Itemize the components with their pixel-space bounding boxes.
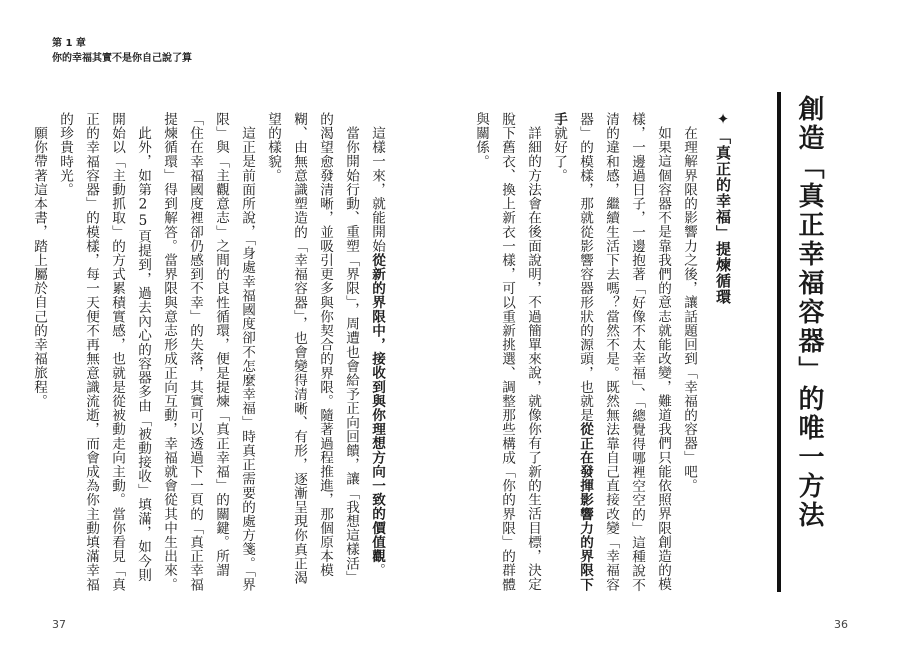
- left-paragraph-3: 這正是前面所說，「身處幸福國度卻不怎麼幸福」時真正需要的處方箋。「界限」與「主觀意志」之間的良性循環，便是提煉「真正幸福」的關鍵。所謂「住在幸福國度裡卻仍感到不幸」的失落，其實可以透過下一頁的「真正幸福提煉循環」得到解答。當界限與意志形成正向互動，幸福就會從其中生出來。: [161, 112, 255, 592]
- left-p1-emphasis: 從新的界限中，接收到與你理想方向一致的價值觀: [369, 252, 385, 563]
- left-paragraph-1: [364, 112, 390, 592]
- right-paragraph-1: 在理解界限的影響力之後，讓話題回到「幸福的容器」吧。: [681, 125, 697, 493]
- left-p1-text: 這樣一來，就能開始: [369, 125, 385, 253]
- left-paragraph-4: 此外，如第25頁提到，過去內心的容器多由「被動接收」填滿，如今則開始以「主動抓取」的方式累積實感，也就是從被動走向主動。當你看見「真正的幸福容器」的模樣，每一天便不再無意識流逝，而會成為你主動填滿幸福的珍貴時光。: [57, 112, 151, 592]
- chapter-subtitle: 你的幸福其實不是你自己說了算: [52, 53, 192, 64]
- left-page-body: [31, 112, 390, 592]
- section-title: 創造「真正幸福容器」的唯一方法: [794, 95, 824, 530]
- left-paragraph-2: 當你開始行動、重塑「界限」，周遭也會給予正向回饋，讓「我想這樣活」的渴望愈發清晰，並吸引更多與你契合的界限。隨著過程推進，那個原本模糊、由無意識塑造的「幸福容器」，也會變得清晰、有形，逐漸呈現你真正渴望的樣貌。: [265, 112, 359, 585]
- left-p1-end: 。: [369, 562, 385, 577]
- right-paragraph-3: 詳細的方法會在後面說明，不過簡單來說，就像你有了新的生活目標，決定脫下舊衣、換上新衣一樣，可以重新挑選、調整那些構成「你的界限」的群體與關係。: [473, 112, 541, 592]
- right-paragraph-2: [546, 112, 676, 592]
- right-page-body: [473, 112, 702, 592]
- page-number-left: 37: [52, 618, 66, 631]
- right-p2-text: 如果這個容器不是靠我們的意志就能改變，難道我們只能依照界限創造的模樣，一邊過日子，一邊抱著「好像不太幸福」、「總覺得哪裡空空的」這種說不清的違和感，繼續生活下去嗎？當然不是。既然無法靠自己直接改變「幸福容器」的模樣，那就從影響容器形狀的源頭，也就是: [577, 112, 671, 592]
- right-p2-emphasis: 從正在發揮影響力的界限下手: [551, 112, 593, 592]
- right-p2-end: 就好了。: [551, 126, 567, 183]
- chapter-label: 第 1 章: [52, 38, 86, 49]
- page-number-right: 36: [834, 618, 848, 631]
- section-subheading: ✦「真正的幸福」提煉循環: [714, 110, 732, 305]
- title-divider-bar: [777, 92, 781, 592]
- left-paragraph-5: 願你帶著這本書，踏上屬於自己的幸福旅程。: [31, 125, 47, 408]
